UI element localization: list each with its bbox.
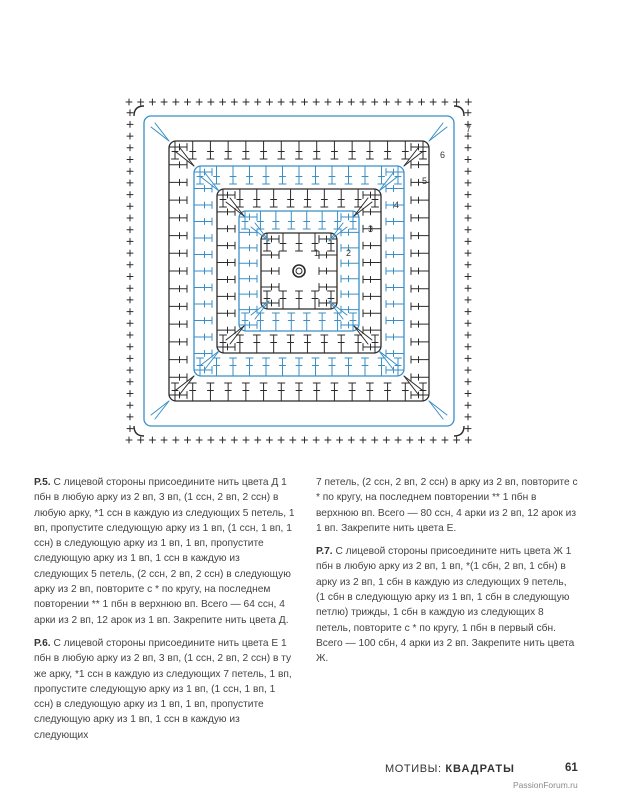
corner-arc [134, 426, 144, 436]
row-number-label: 2 [346, 248, 352, 258]
watermark: PassionForum.ru [513, 780, 578, 790]
row-5-text: С лицевой стороны присоедините нить цвета Д 1 пбн в любую арку из 2 вп, 3 вп, (1 ссн, 2 вп, 2 ссн) в любую арку, *1 ссн в каждую из следующих 5 петель, 1 вп, пропустите следующую арку из 1 вп, (1 ссн, 1 вп, 1 ссн) в следующую арку из 1 вп, 1 вп, пропустите следующую арку из 1 вп, 1 ссн в каждую из следующих 5 петель, (2 ссн, 2 вп, 2 ссн) в следующую арку из 2 вп, повторите с * по кругу, на последнем повторении ** 1 пбн в верхнюю вп. Всего — 64 ссн, 4 арки из 2 вп, 12 арок из 1 вп. Закрепите нить цвета Д. [34, 477, 295, 626]
instructions-right-column [316, 475, 578, 675]
row-6-continued [316, 475, 578, 536]
crochet-chart-diagram [124, 96, 474, 446]
row-number-label: 4 [394, 200, 400, 210]
row-6-continued-text: 7 петель, (2 ссн, 2 вп, 2 ссн) в арку из 2 вп, повторите с * по кругу, на последнем повторении ** 1 пбн в верхнюю вп. Всего — 80 ссн, 4 арки из 2 вп, 12 арок из 1 вп. Закрепите нить цвета Е. [316, 477, 578, 534]
row-number-label: 6 [440, 150, 446, 160]
row-6-instructions [34, 636, 296, 743]
row-7-label: Р.7. [316, 546, 333, 558]
running-footer [385, 763, 515, 775]
corner-arc [134, 106, 144, 116]
magic-ring [293, 265, 305, 277]
row-number-label: 5 [422, 176, 428, 186]
row-6-text: С лицевой стороны присоедините нить цвета Е 1 пбн в любую арку из 2 вп, 3 вп, (1 ссн, 2 вп, 2 ссн) в ту же арку, *1 ссн в каждую из следующих 7 петель, 1 вп, пропустите следующую арку из 1 вп, (1 ссн, 1 вп, 1 ссн) в следующую арку из 1 вп, 1 вп, пропустите следующую арку из 1 вп, 1 ссн в каждую из следующих [34, 637, 292, 741]
row-7-instructions [316, 544, 578, 666]
row-5-label: Р.5. [34, 477, 51, 488]
row-number-label: 3 [368, 224, 374, 234]
page-number: 61 [565, 762, 578, 774]
footer-section: КВАДРАТЫ [445, 763, 515, 775]
row-number-label: 1 [314, 248, 320, 258]
chain-round [144, 116, 454, 426]
corner-arc [454, 106, 464, 116]
footer-prefix: МОТИВЫ: [385, 763, 442, 775]
instructions-left-column [34, 475, 296, 751]
row-5-instructions [34, 475, 296, 628]
magic-ring-inner [296, 268, 302, 274]
row-6-label: Р.6. [34, 637, 51, 649]
chain-round [194, 166, 404, 376]
corner-arc [454, 426, 464, 436]
row-7-text: С лицевой стороны присоедините нить цвета Ж 1 пбн в любую арку из 2 вп, 1 вп, *(1 сбн, 2 вп, 1 сбн) в арку из 2 вп, 1 сбн в каждую из следующих 9 петель, (1 сбн в следующую арку из 1 вп, 1 сбн в следующую петлю) трижды, 1 сбн в каждую из следующих 8 петель, повторите с * по кругу, 1 пбн в первый сбн. Всего — 100 сбн, 4 арки из 2 вп. Закрепите нить цвета Ж. [316, 546, 575, 665]
row-number-label: 7 [466, 124, 472, 134]
